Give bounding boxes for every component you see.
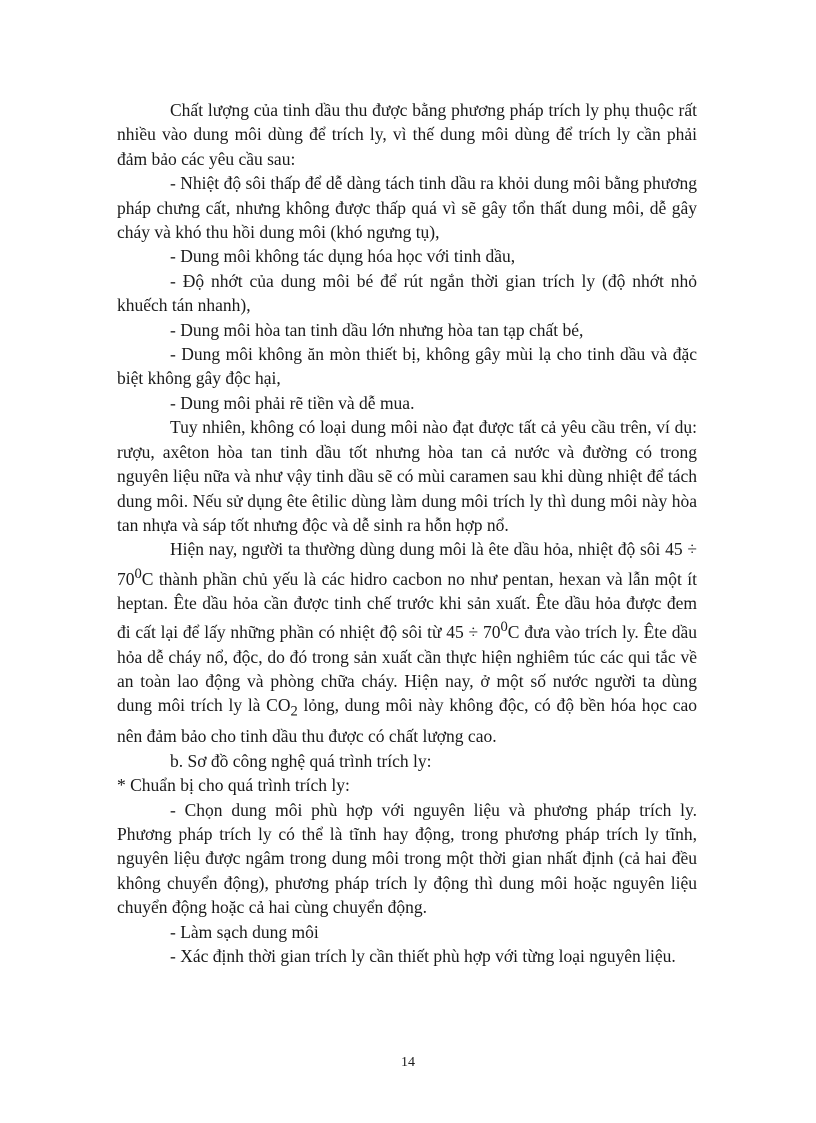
- petroleum-ether-text-1: Hiện nay, người ta thường dùng dung môi là ête dầu hỏa, nhiệt độ sôi 45 ÷ 70: [117, 539, 697, 589]
- paragraph-requirement-viscosity: - Độ nhớt của dung môi bé để rút ngắn thời gian trích ly (độ nhớt nhỏ khuếch tán nhanh),: [117, 270, 697, 316]
- petroleum-ether-text-4: lỏng, dung môi này không độc, có độ bền hóa học cao nên đảm bảo cho tinh dầu thu được có chất lượng cao.: [117, 695, 697, 747]
- paragraph-however: Tuy nhiên, không có loại dung môi nào đạt được tất cả yêu cầu trên, ví dụ: rượu, axêton hòa tan tinh dầu tốt nhưng hòa tan cả nước và đường có trong nguyên liệu nữa và như vậy tinh dầu sẽ có mùi caramen sau khi dùng nhiệt để tách dung môi. Nếu sử dụng ête êtilic dùng làm dung môi trích ly thì dung môi này hòa tan nhựa và sáp tốt nhưng độc và dễ sinh ra hỗn hợp nổ.: [117, 417, 697, 535]
- paragraph-extraction-time: - Xác định thời gian trích ly cần thiết phù hợp với từng loại nguyên liệu.: [170, 945, 676, 966]
- paragraph-clean-solvent: - Làm sạch dung môi: [170, 921, 319, 942]
- paragraph-petroleum-ether: [117, 537, 697, 748]
- page-number: 14: [401, 1055, 415, 1070]
- paragraph-requirement-non-corrosive: - Dung môi không ăn mòn thiết bị, không gây mùi lạ cho tinh dầu và đặc biệt không gây độc hại,: [117, 344, 697, 389]
- paragraph-requirement-no-reaction: - Dung môi không tác dụng hóa học với tinh dầu,: [170, 246, 516, 267]
- superscript-degree-1: 0: [134, 565, 142, 582]
- paragraph-intro: Chất lượng của tinh dầu thu được bằng phương pháp trích ly phụ thuộc rất nhiều vào dung môi dùng để trích ly, vì thế dung môi dùng để trích ly cần phải đảm bảo các yêu cầu sau:: [117, 100, 697, 169]
- page-body: [117, 98, 697, 968]
- paragraph-requirement-solubility: - Dung môi hòa tan tinh dầu lớn nhưng hòa tan tạp chất bé,: [170, 319, 584, 340]
- superscript-degree-2: 0: [500, 619, 508, 636]
- petroleum-ether-text-3: C đưa vào trích ly. Ête dầu hỏa dễ cháy nổ, độc, do đó trong sản xuất cần thực hiện nghiêm túc các qui tắc về an toàn lao động và phòng chữa cháy. Hiện nay, ở một số nước người ta dùng dung môi trích ly là CO: [117, 622, 697, 716]
- subheading-preparation: * Chuẩn bị cho quá trình trích ly:: [117, 775, 350, 796]
- petroleum-ether-text-2: C thành phần chủ yếu là các hidro cacbon no như pentan, hexan và lẫn một ít heptan. Ête dầu hỏa cần được tinh chế trước khi sản xuất. Ête dầu hỏa được đem đi cất lại để lấy những phần có nhiệt độ sôi từ 45 ÷ 70: [117, 568, 697, 643]
- subscript-co2: 2: [290, 703, 298, 720]
- paragraph-requirement-boiling-point: - Nhiệt độ sôi thấp để dễ dàng tách tinh dầu ra khỏi dung môi bằng phương pháp chưng cất, nhưng không được thấp quá vì sẽ gây tổn thất dung môi, dễ gây cháy và khó thu hồi dung môi (khó ngưng tụ),: [117, 173, 697, 243]
- paragraph-choose-solvent: - Chọn dung môi phù hợp với nguyên liệu và phương pháp trích ly. Phương pháp trích ly có thể là tĩnh hay động, trong phương pháp trích ly tĩnh, nguyên liệu được ngâm trong dung môi trong một thời gian nhất định (cả hai đều không chuyển động), phương pháp trích ly động thì dung môi hoặc nguyên liệu chuyển động hoặc cả hai cùng chuyển động.: [117, 799, 697, 918]
- section-heading-flow-diagram: b. Sơ đồ công nghệ quá trình trích ly:: [170, 750, 432, 771]
- paragraph-requirement-cheap: - Dung môi phải rẽ tiền và dễ mua.: [170, 392, 415, 413]
